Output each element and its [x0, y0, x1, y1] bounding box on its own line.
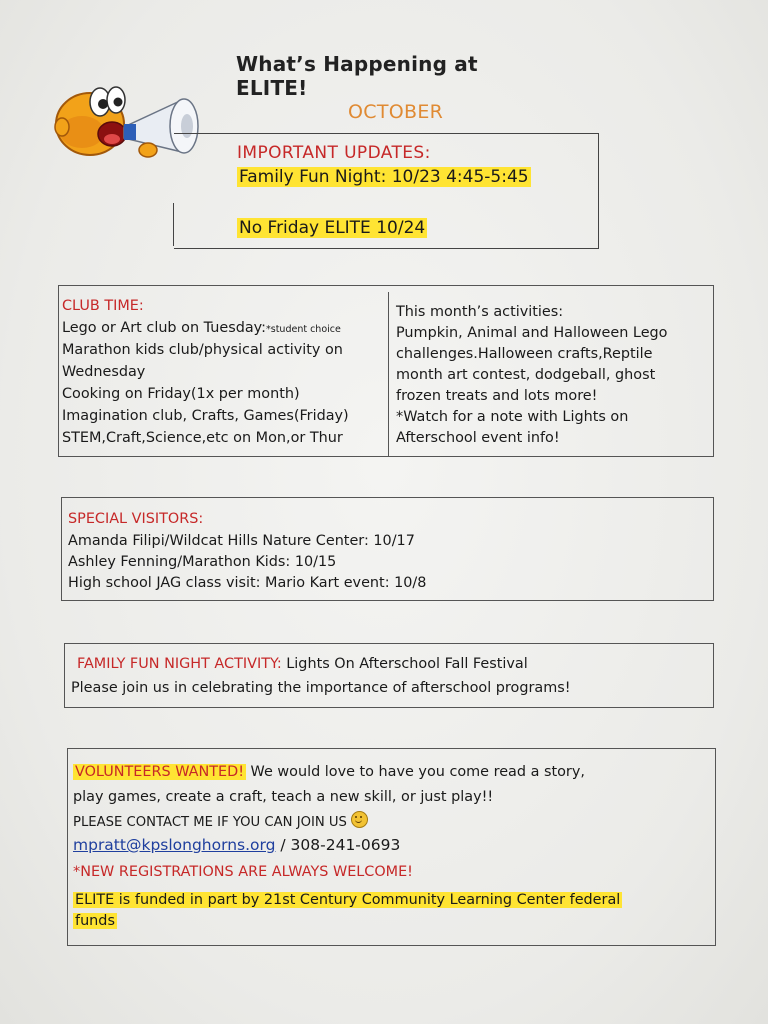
funding-line: ELITE is funded in part by 21st Century Community Learning Center federal	[75, 892, 621, 908]
club-line: Lego or Art club on Tuesday:*student choice	[62, 320, 341, 336]
phone-number: / 308-241-0693	[275, 836, 401, 854]
volunteers-line: play games, create a craft, teach a new skill, or just play!!	[73, 789, 494, 805]
visitor-line: Ashley Fenning/Marathon Kids: 10/15	[68, 554, 337, 570]
important-updates-heading: IMPORTANT UPDATES:	[237, 143, 431, 163]
visitor-line: High school JAG class visit: Mario Kart event: 10/8	[68, 575, 427, 591]
family-night-line	[77, 654, 528, 676]
activities-line: Afterschool event info!	[396, 430, 560, 446]
activities-line: challenges.Halloween crafts,Reptile	[396, 346, 653, 362]
no-friday-highlight: No Friday ELITE 10/24	[239, 218, 426, 238]
family-fun-night-date	[237, 167, 531, 187]
club-box-divider	[388, 292, 389, 457]
activities-line: Pumpkin, Animal and Halloween Lego	[396, 325, 668, 341]
volunteers-heading: VOLUNTEERS WANTED!	[75, 764, 244, 780]
club-line: STEM,Craft,Science,etc on Mon,or Thur	[62, 430, 343, 446]
volunteers-line: VOLUNTEERS WANTED! We would love to have you come read a story,	[75, 764, 585, 780]
club-line: Wednesday	[62, 364, 146, 380]
contact-info	[73, 835, 400, 857]
contact-line: PLEASE CONTACT ME IF YOU CAN JOIN US	[73, 811, 368, 834]
special-visitors-heading: SPECIAL VISITORS:	[68, 511, 204, 527]
new-registrations-note: *NEW REGISTRATIONS ARE ALWAYS WELCOME!	[73, 864, 413, 880]
page-title: What’s Happening at ELITE!	[236, 52, 478, 100]
funding-line: funds	[75, 913, 115, 929]
activities-heading: This month’s activities:	[396, 304, 564, 320]
important-updates-box-edge	[173, 203, 174, 246]
club-time-heading: CLUB TIME:	[62, 298, 144, 314]
email-link[interactable]: mpratt@kpslonghorns.org	[73, 836, 276, 854]
no-friday-elite	[237, 218, 427, 238]
club-line: Cooking on Friday(1x per month)	[62, 386, 300, 402]
visitor-line: Amanda Filipi/Wildcat Hills Nature Center: 10/17	[68, 533, 415, 549]
family-night-description: Please join us in celebrating the importance of afterschool programs!	[71, 680, 571, 696]
family-night-heading: FAMILY FUN NIGHT ACTIVITY:	[77, 656, 282, 672]
student-choice-note: *student choice	[266, 324, 341, 335]
family-fun-night-highlight: Family Fun Night: 10/23 4:45-5:45	[239, 167, 529, 187]
club-line: Imagination club, Crafts, Games(Friday)	[62, 408, 349, 424]
family-night-event: Lights On Afterschool Fall Festival	[281, 656, 528, 672]
activities-line: month art contest, dodgeball, ghost	[396, 367, 656, 383]
month-label: OCTOBER	[348, 101, 444, 123]
activities-line: *Watch for a note with Lights on	[396, 409, 629, 425]
smiley-icon	[351, 811, 368, 828]
activities-line: frozen treats and lots more!	[396, 388, 598, 404]
club-line: Marathon kids club/physical activity on	[62, 342, 343, 358]
